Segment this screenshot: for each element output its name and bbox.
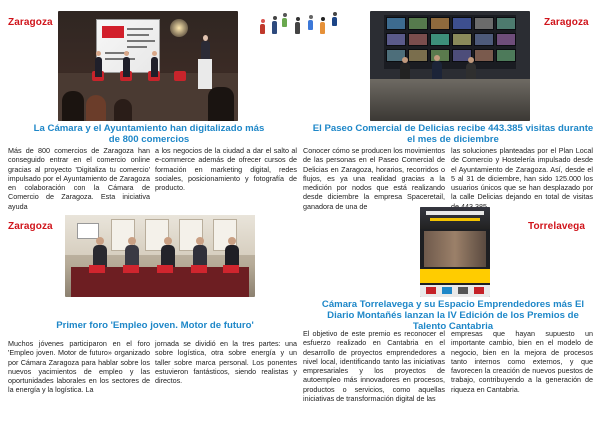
control-room-photo <box>370 11 530 121</box>
article-headline: La Cámara y el Ayuntamiento han digitalizado más de 800 comercios <box>33 123 265 146</box>
article-headline: Cámara Torrelavega y su Espacio Emprendedores más El Diario Montañés lanzan la IV Edición de los Premios de Talento Cantabria <box>321 299 585 333</box>
person-figure-icon <box>320 17 325 34</box>
article-body-column: Muchos jóvenes participaron en el foro 'Empleo joven. Motor de futuro» organizado por Cámara Zaragoza para hablar sobre los nuevos yacimientos de empleo y las oportunidades laborales en los sectores de la energía y la logística. La <box>8 339 150 395</box>
article-headline: Primer foro 'Empleo joven. Motor de futuro' <box>56 320 254 331</box>
region-label: Torrelavega <box>528 221 586 232</box>
person-figure-icon <box>295 17 300 34</box>
region-label: Zaragoza <box>8 17 53 28</box>
awards-poster-image <box>420 207 490 297</box>
region-label: Zaragoza <box>8 221 53 232</box>
article-body-column: empresas que hayan supuesto un importante cambio, bien en el modelo de negocio, bien en la mejora de procesos tanto internos como externos, y que favorecen la creación de nuevos puestos de trabajo, contribuyendo a la generación de riqueza en Cantabria. <box>451 329 593 394</box>
person-figure-icon <box>308 15 313 30</box>
article-headline: El Paseo Comercial de Delicias recibe 443.385 visitas durante el mes de diciembre <box>312 123 594 146</box>
region-label: Zaragoza <box>544 17 589 28</box>
article-body-column: a los negocios de la ciudad a dar el salto al e-commerce además de ofrecer cursos de formación en marketing digital, redes sociales, posicionamiento y fotografía de producto. <box>155 146 297 193</box>
person-figure-icon <box>332 12 337 26</box>
person-figure-icon <box>260 19 265 34</box>
panel-discussion-photo <box>65 215 255 297</box>
article-body-column: las soluciones planteadas por el Plan Local de Comercio y Hostelería impulsado desde el Ayuntamiento de Zaragoza. Así, desde el 5 al 31 de diciembre, han sido 125.000 los usuarios únicos que se han desplazado por la calle Delicias dejando en total de visitas <box>451 146 593 202</box>
conference-photo <box>58 11 238 121</box>
article-body-column: Más de 800 comercios de Zaragoza han conseguido entrar en el comercio online gracias al proyecto 'Digitaliza tu comercio' impulsado por el Ayuntamiento de Zaragoza en colaboración con la Cámara de Comercio de Zaragoza. Esta iniciativa ayuda <box>8 146 150 211</box>
article-body-column: El objetivo de este premio es reconocer el esfuerzo realizado en Cantabria en el desarrollo de proyectos emprendedores a nivel local, identificando tanto las iniciativas empresariales y los proyectos de autoempleo más innovadores en procesos, productos o servicios, como aquellas iniciativas de transformación digital de las <box>303 329 445 404</box>
person-figure-icon <box>272 16 277 34</box>
article-body-column: jornada se dividió en la tres partes: una sobre logística, otra sobre energía y un taller sobre marca personal. Los ponentes estuvieron fantásticos, siendo realistas y directos. <box>155 339 297 386</box>
person-figure-icon <box>282 13 287 27</box>
people-illustration <box>258 8 342 34</box>
article-body-column: Conocer cómo se producen los movimientos de las personas en el Paseo Comercial de Delicias en Zaragoza, horarios, recorridos o flujos, es ya una realidad gracias a la medición por nodos que está realizando desde diciembre la empresa Spaceretail, ganadora de una de <box>303 146 445 211</box>
